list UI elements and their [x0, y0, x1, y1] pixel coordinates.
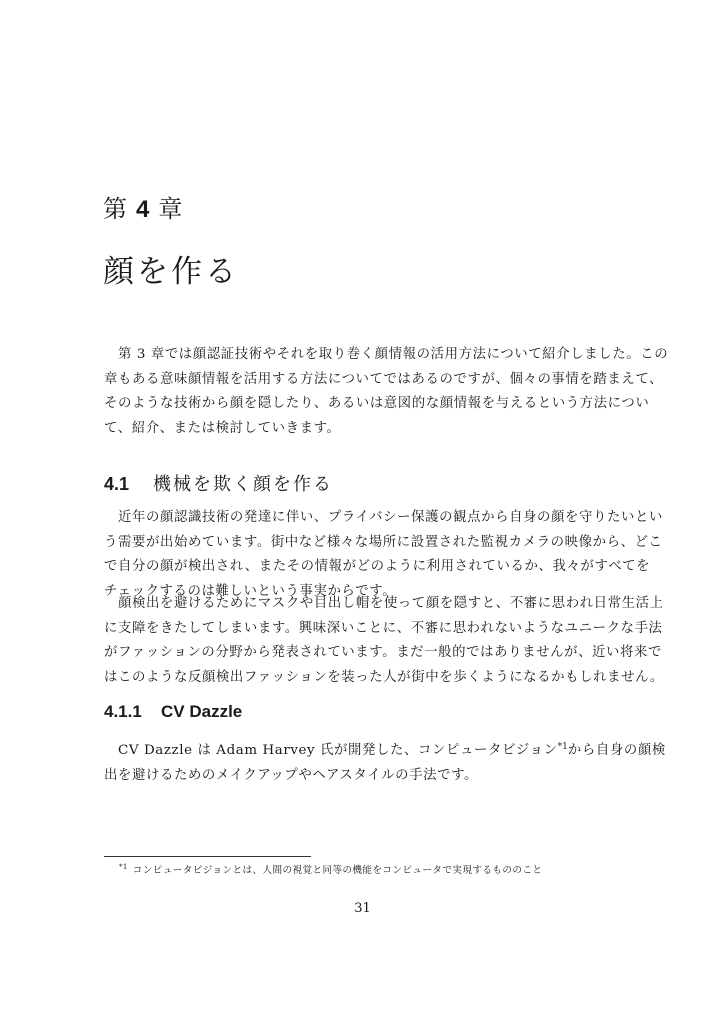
footnote-reference[interactable]: *1 [557, 742, 568, 752]
text-line: はこのような反顔検出ファッションを装った人が街中を歩くようになるかもしれません。 [104, 669, 664, 685]
text-line [104, 735, 666, 764]
footnote-divider [104, 856, 311, 857]
text-line: 出を避けるためのメイクアップやヘアスタイルの手法です。 [104, 767, 478, 783]
chapter-prefix: 第 [103, 195, 128, 223]
chapter-title: 顔を作る [103, 254, 239, 290]
subsection-number: 4.1.1 [104, 702, 142, 721]
chapter-suffix: 章 [158, 195, 184, 223]
subsection-title: CV Dazzle [161, 702, 243, 721]
text-line: 第 3 章では顔認証技術やそれを取り巻く顔情報の活用方法について紹介しました。この [118, 347, 669, 362]
footnote-text: コンピュータビジョンとは、人間の視覚と同等の機能をコンピュータで実現するもののこと [132, 865, 543, 876]
chapter-label [103, 194, 183, 225]
section-paragraph-2 [104, 592, 664, 690]
text-line: 近年の顔認識技術の発達に伴い、プライバシー保護の観点から自身の顔を守りたいとい [118, 510, 663, 525]
text-segment: から自身の顔検 [567, 743, 666, 758]
text-line: 章もある意味顔情報を活用する方法についてではあるのですが、個々の事情を踏まえて、 [104, 371, 664, 387]
section-heading [104, 471, 333, 498]
chapter-number: 4 [136, 196, 151, 223]
text-line: チェックするのは難しいという事実からです。 [104, 583, 397, 599]
text-line: がファッションの分野から発表されています。まだ一般的ではありませんが、近い将来で [104, 645, 663, 660]
text-line: そのような技術から顔を隠したり、あるいは意図的な顔情報を与えるという方法につい [104, 396, 650, 411]
intro-paragraph [104, 343, 669, 441]
page-number: 31 [354, 901, 371, 916]
text-line: で自分の顔が検出され、またその情報がどのように利用されているか、我々がすべてを [104, 559, 651, 574]
text-line: て、紹介、または検討していきます。 [104, 420, 341, 436]
subsection-paragraph [104, 735, 666, 788]
text-line: 顔検出を避けるためにマスクや目出し帽を使って顔を隠すと、不審に思われ日常生活上 [118, 596, 664, 611]
section-title: 機械を欺く顔を作る [153, 474, 333, 495]
text-segment: CV Dazzle は Adam Harvey 氏が開発した、コンピュータビジョン [118, 743, 558, 758]
text-line: う需要が出始めています。街中など様々な場所に設置された監視カメラの映像から、どこ [104, 534, 663, 550]
section-number: 4.1 [104, 474, 130, 494]
subsection-heading [104, 700, 242, 724]
text-line: に支障をきたしてしまいます。興味深いことに、不審に思われないようなユニークな手法 [104, 620, 663, 636]
footnote-marker: *1 [119, 863, 128, 871]
footnote [119, 859, 542, 879]
